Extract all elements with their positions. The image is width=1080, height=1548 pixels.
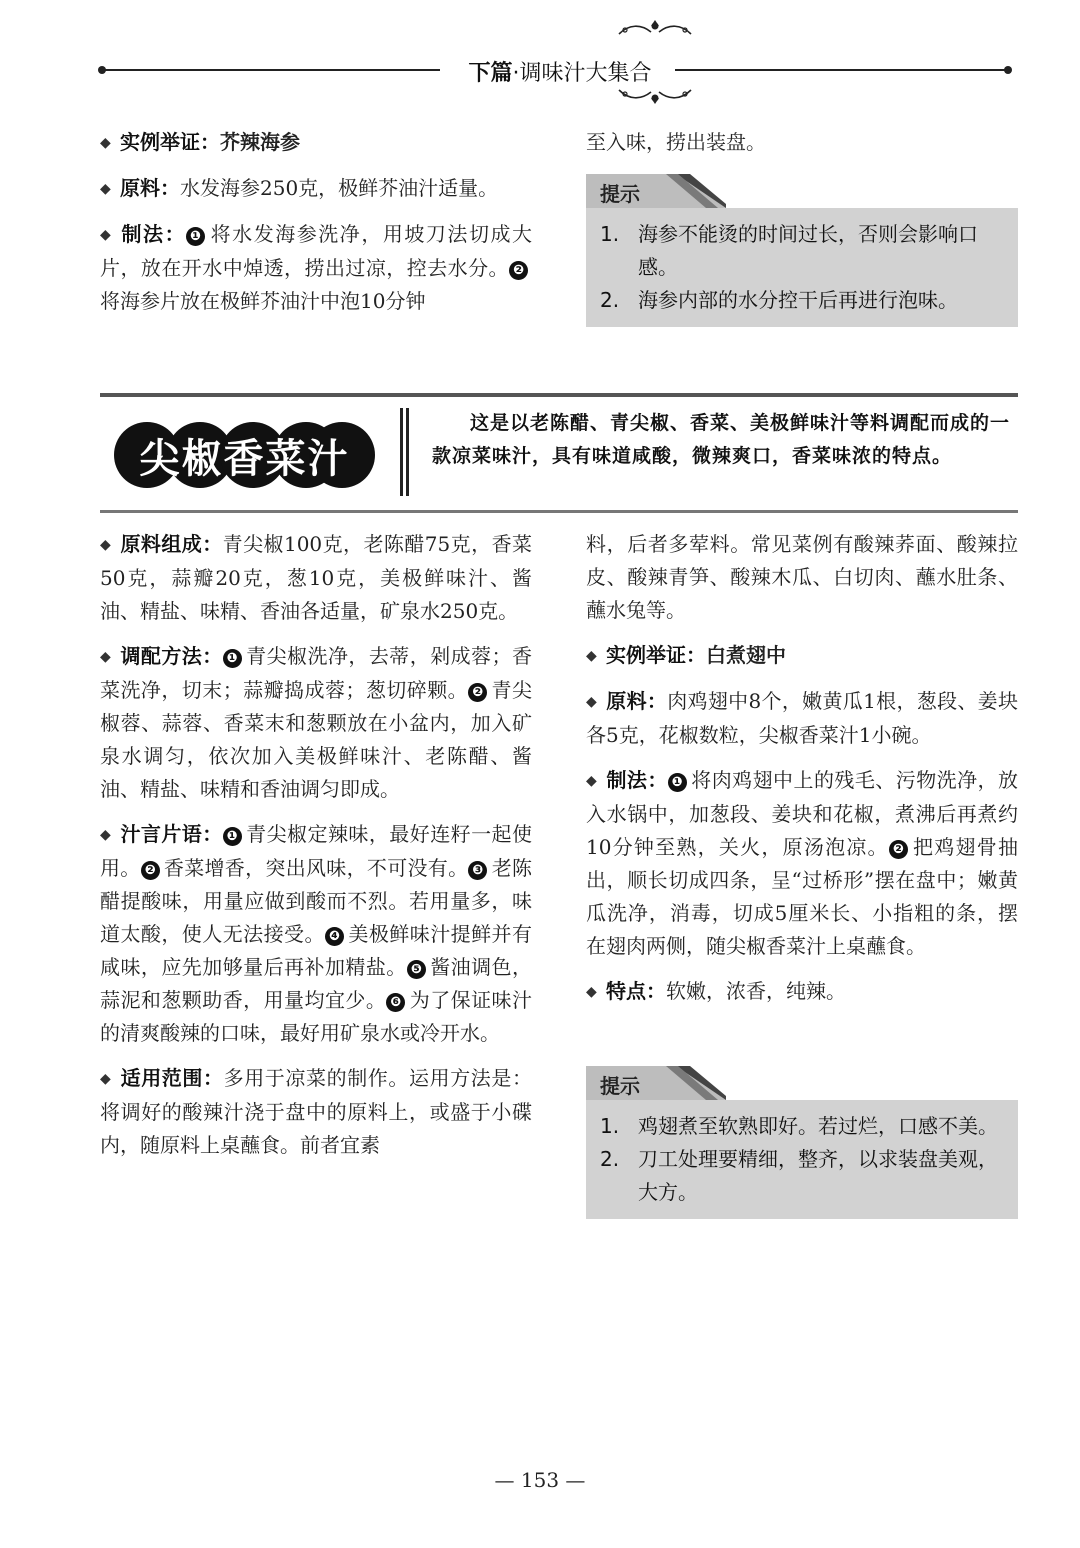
main-right-column	[586, 528, 1018, 1021]
usage-value: 多用于凉菜的制作。运用方法是：将调好的酸辣汁浇于盘中的原料上，或盛于小碟内，随原料上桌蘸食。前者宜素	[100, 1066, 533, 1157]
header-rule-end-right	[1004, 66, 1012, 74]
ingredients-paragraph	[100, 172, 532, 206]
main-left-column	[100, 528, 532, 1174]
note-2: 香菜增香，突出风味，不可没有。	[163, 856, 469, 880]
features-paragraph	[586, 975, 1018, 1009]
bullet-icon: ◆	[100, 135, 111, 151]
note-number-2: ❷	[141, 861, 160, 880]
section-rule-bottom	[100, 510, 1018, 513]
note-4: 美极鲜味汁提鲜并有咸味，应先加够量后再补加精盐。	[100, 922, 533, 979]
prep-step-1: 青尖椒洗净，去蒂，剁成蓉；香菜洗净，切末；蒜瓣捣成蓉；葱切碎颗。	[100, 644, 533, 702]
note-number-6: ❻	[386, 993, 405, 1012]
prep-step-2: 青尖椒蓉、蒜蓉、香菜末和葱颗放在小盆内，加入矿泉水调匀，依次加入美极鲜味汁、老陈醋、酱油、精盐、味精和香油调匀即成。	[100, 678, 533, 801]
top-left-column	[100, 126, 532, 330]
step-number-2: ❷	[509, 261, 528, 280]
bullet-icon: ◆	[100, 227, 111, 243]
notes-paragraph	[100, 818, 532, 1050]
method-paragraph	[586, 764, 1018, 963]
note-number-1: ❶	[223, 827, 242, 846]
step-number-1: ❶	[223, 649, 242, 668]
tip-list	[586, 1100, 1018, 1219]
ornament-top-icon	[615, 18, 695, 40]
notes-label: 汁言片语：	[120, 822, 223, 846]
composition-paragraph	[100, 528, 532, 628]
method-step-1: 将肉鸡翅中上的残毛、污物洗净，放入水锅中，加葱段、姜块和花椒，煮沸后再煮约10分钟至熟，关火，原汤泡凉。	[586, 768, 1019, 859]
method-step-1: 将水发海参洗净，用坡刀法切成大片，放在开水中焯透，捞出过凉，控去水分。	[100, 222, 533, 280]
composition-label: 原料组成：	[120, 532, 223, 556]
note-number-5: ❺	[407, 960, 426, 979]
note-number-3: ❸	[468, 861, 487, 880]
features-value: 软嫩，浓香，纯辣。	[666, 979, 846, 1003]
tip-title: 提示	[600, 182, 640, 206]
bullet-icon: ◆	[100, 537, 111, 553]
bullet-icon: ◆	[100, 181, 111, 197]
tip-number: 2.	[600, 288, 620, 312]
example-value: 白煮翅中	[706, 643, 786, 667]
bullet-icon: ◆	[586, 984, 597, 1000]
header-rule-left	[100, 69, 440, 71]
method-label: 制法：	[120, 222, 187, 246]
method-label: 制法：	[606, 768, 668, 792]
running-head-title: 调味汁大集合	[519, 61, 652, 86]
prep-paragraph	[100, 640, 532, 806]
tip-box-bottom	[586, 1074, 1018, 1219]
step-number-2: ❷	[468, 683, 487, 702]
bullet-icon: ◆	[586, 648, 597, 664]
step-number-2: ❷	[889, 840, 908, 859]
usage-continuation: 料，后者多荤料。常见菜例有酸辣荞面、酸辣拉皮、酸辣青笋、酸辣木瓜、白切肉、蘸水肚条、蘸水兔等。	[586, 532, 1018, 622]
example-label: 实例举证：	[606, 643, 706, 667]
continuation-text: 至入味，捞出装盘。	[586, 130, 766, 154]
tip-item	[586, 218, 1004, 284]
running-head	[455, 56, 665, 87]
example-label: 实例举证：	[120, 130, 220, 154]
running-head-part: 下篇	[468, 61, 513, 86]
tip-item	[586, 1110, 1004, 1143]
example-paragraph	[100, 126, 532, 160]
section-divider-bars	[400, 408, 410, 496]
features-label: 特点：	[606, 979, 666, 1003]
bullet-icon: ◆	[100, 827, 111, 843]
tip-box-top	[586, 182, 1018, 327]
note-1: 青尖椒定辣味，最好连籽一起使用。	[100, 822, 533, 880]
composition-value: 青尖椒100克，老陈醋75克，香菜50克，蒜瓣20克，葱10克，美极鲜味汁、酱油、精盐、味精、香油各适量，矿泉水250克。	[100, 532, 533, 623]
tip-text: 海参不能烫的时间过长，否则会影响口感。	[638, 222, 978, 279]
usage-paragraph	[100, 1062, 532, 1162]
ornament-bottom-icon	[615, 84, 695, 106]
ingredients-value: 肉鸡翅中8个，嫩黄瓜1根，葱段、姜块各5克，花椒数粒，尖椒香菜汁1小碗。	[586, 689, 1018, 747]
ingredients-paragraph	[586, 685, 1018, 752]
note-3: 老陈醋提酸味，用量应做到酸而不烈。若用量多，味道太酸，使人无法接受。	[100, 856, 533, 946]
usage-label: 适用范围：	[120, 1066, 224, 1090]
tip-text: 鸡翅煮至软熟即好。若过烂，口感不美。	[638, 1114, 998, 1138]
ingredients-label: 原料：	[120, 176, 180, 200]
note-number-4: ❹	[325, 927, 344, 946]
tip-number: 2.	[600, 1147, 620, 1171]
bullet-icon: ◆	[586, 773, 597, 789]
tip-number: 1.	[600, 1114, 620, 1138]
section-intro: 这是以老陈醋、青尖椒、香菜、美极鲜味汁等料调配而成的一款凉菜味汁，具有味道咸酸，微辣爽口，香菜味浓的特点。	[432, 412, 1011, 467]
tip-item	[586, 284, 1004, 317]
running-head-dot: ·	[512, 61, 520, 86]
bullet-icon: ◆	[586, 694, 597, 710]
method-paragraph	[100, 218, 532, 318]
method-step-2: 把鸡翅骨抽出，顺长切成四条，呈“过桥形”摆在盘中；嫩黄瓜洗净，消毒，切成5厘米长、小指粗的条，摆在翅肉两侧，随尖椒香菜汁上桌蘸食。	[586, 835, 1019, 958]
section-rule-top	[100, 393, 1018, 397]
ingredients-label: 原料：	[606, 689, 668, 713]
step-number-1: ❶	[186, 227, 205, 246]
tip-title: 提示	[600, 1074, 640, 1098]
tip-text: 刀工处理要精细，整齐，以求装盘美观，大方。	[638, 1147, 998, 1204]
example-paragraph	[586, 639, 1018, 673]
note-5: 酱油调色，蒜泥和葱颗助香，用量均宜少。	[100, 955, 532, 1012]
tip-text: 海参内部的水分控干后再进行泡味。	[638, 288, 958, 312]
step-number-1: ❶	[668, 773, 687, 792]
header-rule-right	[675, 69, 1005, 71]
tip-list	[586, 208, 1018, 327]
header-rule-end-left	[98, 66, 106, 74]
section-title: 尖椒香菜汁	[139, 435, 350, 482]
method-step-2: 将海参片放在极鲜芥油汁中泡10分钟	[100, 289, 426, 313]
page-number: — 153 —	[494, 1468, 586, 1492]
example-value: 芥辣海参	[220, 130, 300, 154]
prep-label: 调配方法：	[120, 644, 223, 668]
note-6: 为了保证味汁的清爽酸辣的口味，最好用矿泉水或冷开水。	[100, 988, 533, 1045]
page-header	[100, 18, 1010, 108]
bullet-icon: ◆	[100, 1071, 111, 1087]
bullet-icon: ◆	[100, 649, 111, 665]
ingredients-value: 水发海参250克，极鲜芥油汁适量。	[180, 176, 499, 200]
tip-item	[586, 1143, 1004, 1209]
tip-number: 1.	[600, 222, 620, 246]
top-right-column	[586, 126, 1018, 171]
